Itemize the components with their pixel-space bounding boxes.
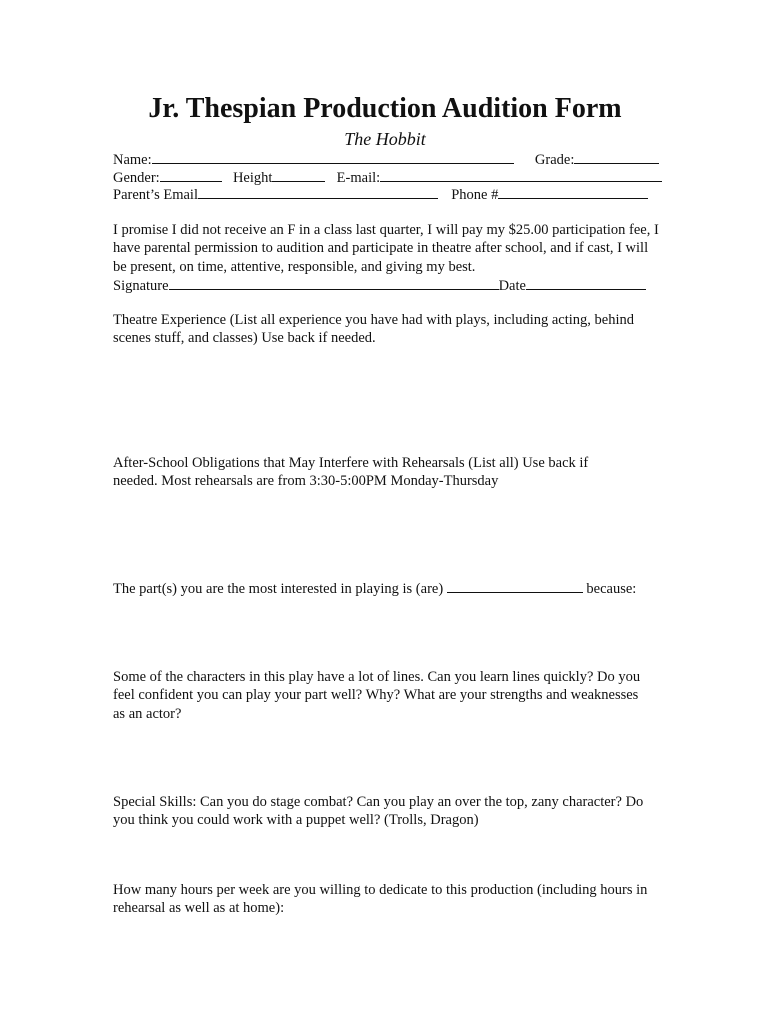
part-suffix-text: because:	[586, 581, 637, 597]
height-field[interactable]	[272, 168, 325, 182]
signature-date-row	[113, 276, 659, 295]
special-skills-text: Special Skills: Can you do stage combat? Can you play an over the top, zany character? Do you think you could work with a puppet well? (Trolls, Dragon)	[113, 794, 644, 829]
phone-label: Phone #	[451, 187, 499, 203]
name-field[interactable]	[152, 150, 514, 164]
email-field[interactable]	[380, 168, 662, 182]
theatre-experience-text: Theatre Experience (List all experience you have had with plays, including acting, behind scenes stuff, and classes) Use back if needed.	[113, 312, 635, 347]
name-grade-row	[113, 150, 659, 169]
agreement-text: I promise I did not receive an F in a class last quarter, I will pay my $25.00 participation fee, I have parental permission to audition and participate in theatre after school, and if cast, I will be present, on time, attentive, responsible, and giving my best.	[113, 222, 659, 275]
parent-email-field[interactable]	[198, 185, 438, 199]
email-label: E-mail:	[336, 170, 381, 186]
special-skills-question	[113, 793, 663, 830]
gender-label: Gender:	[113, 170, 160, 186]
signature-label: Signature	[113, 278, 169, 294]
name-label: Name:	[113, 152, 152, 168]
height-label: Height	[232, 170, 273, 186]
parent-email-label: Parent’s Email	[113, 187, 198, 203]
grade-label: Grade:	[534, 152, 575, 168]
gender-field[interactable]	[160, 168, 222, 182]
date-label: Date	[498, 278, 526, 294]
theatre-experience-question	[113, 311, 663, 348]
parent-email-phone-row	[113, 185, 659, 204]
date-field[interactable]	[526, 276, 646, 290]
lines-text: Some of the characters in this play have a lot of lines. Can you learn lines quickly? Do you feel confident you can play your part well? Why? What are your strengths and weaknesses as an actor?	[113, 669, 641, 722]
form-title: Jr. Thespian Production Audition Form	[148, 93, 622, 124]
hours-text: How many hours per week are you willing to dedicate to this production (including hours in rehearsal as well as at home):	[113, 882, 648, 917]
grade-field[interactable]	[574, 150, 659, 164]
hours-question	[113, 881, 663, 918]
part-prefix-text: The part(s) you are the most interested in playing is (are)	[113, 581, 444, 597]
agreement-paragraph	[113, 221, 663, 276]
signature-field[interactable]	[169, 276, 499, 290]
obligations-text: After-School Obligations that May Interfere with Rehearsals (List all) Use back if needed. Most rehearsals are from 3:30-5:00PM Monday-Thursday	[113, 455, 589, 490]
phone-field[interactable]	[498, 185, 648, 199]
obligations-question	[113, 454, 633, 491]
part-field[interactable]	[447, 579, 583, 593]
form-subtitle: The Hobbit	[344, 129, 426, 149]
part-interest-row	[113, 579, 659, 598]
lines-question	[113, 668, 653, 723]
